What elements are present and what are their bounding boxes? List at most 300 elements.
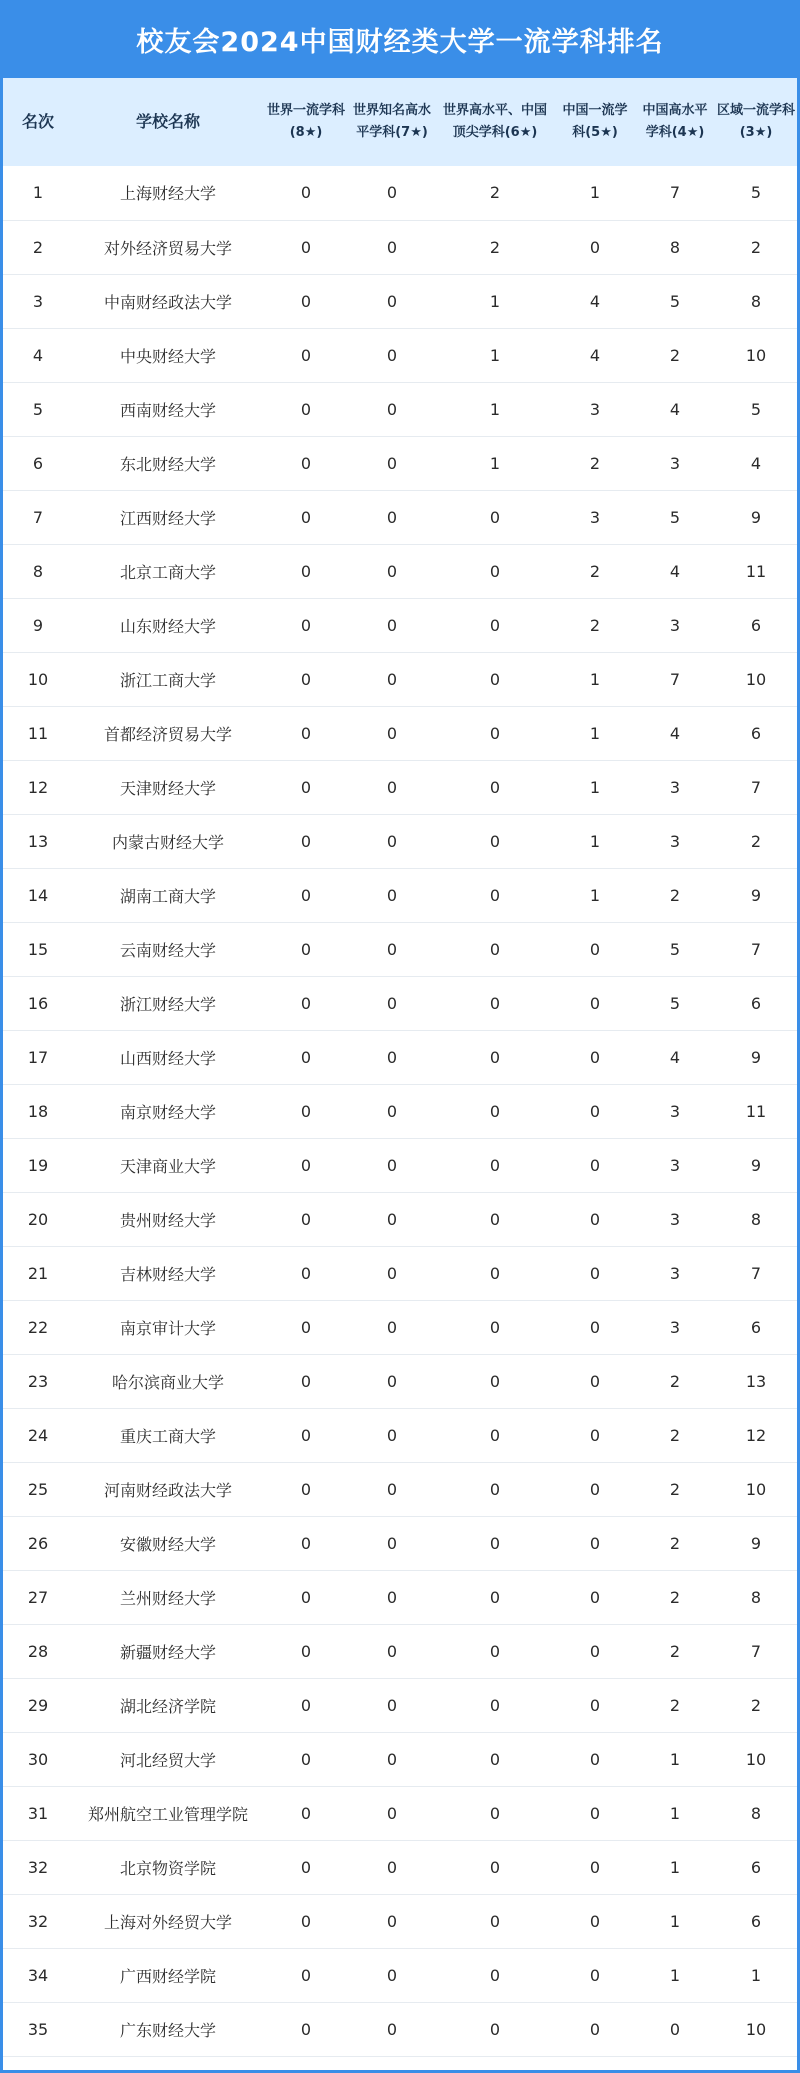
cell-china-first-class: 1 — [555, 706, 635, 760]
cell-world-high-level: 0 — [435, 1300, 555, 1354]
cell-china-high-level: 1 — [635, 1732, 715, 1786]
cell-world-first-class: 0 — [263, 868, 349, 922]
cell-world-renowned: 0 — [349, 1138, 435, 1192]
cell-world-first-class: 0 — [263, 1408, 349, 1462]
table-row — [3, 598, 797, 652]
cell-rank: 26 — [3, 1516, 73, 1570]
page-title: 校友会2024中国财经类大学一流学科排名 — [136, 26, 664, 58]
cell-world-renowned: 0 — [349, 1408, 435, 1462]
cell-china-first-class: 0 — [555, 1570, 635, 1624]
cell-world-first-class: 0 — [263, 706, 349, 760]
cell-regional-first-class: 9 — [715, 1138, 797, 1192]
cell-regional-first-class: 4 — [715, 436, 797, 490]
table-row — [3, 1138, 797, 1192]
cell-world-high-level: 0 — [435, 1246, 555, 1300]
cell-rank: 16 — [3, 976, 73, 1030]
table-row — [3, 274, 797, 328]
table-row — [3, 1894, 797, 1948]
cell-rank: 31 — [3, 1786, 73, 1840]
cell-world-first-class: 0 — [263, 1300, 349, 1354]
cell-regional-first-class: 8 — [715, 274, 797, 328]
cell-rank: 29 — [3, 1678, 73, 1732]
cell-world-high-level: 0 — [435, 868, 555, 922]
cell-world-first-class: 0 — [263, 1840, 349, 1894]
cell-regional-first-class: 8 — [715, 1570, 797, 1624]
cell-world-renowned: 0 — [349, 1678, 435, 1732]
cell-school: 中央财经大学 — [73, 328, 263, 382]
cell-world-first-class: 0 — [263, 652, 349, 706]
cell-china-first-class: 1 — [555, 814, 635, 868]
cell-school: 东北财经大学 — [73, 436, 263, 490]
cell-world-renowned: 0 — [349, 1300, 435, 1354]
cell-world-first-class: 0 — [263, 1786, 349, 1840]
cell-china-high-level: 3 — [635, 760, 715, 814]
cell-rank: 28 — [3, 1624, 73, 1678]
table-row — [3, 436, 797, 490]
cell-china-high-level: 3 — [635, 1300, 715, 1354]
cell-world-first-class: 0 — [263, 1192, 349, 1246]
cell-rank: 4 — [3, 328, 73, 382]
cell-world-high-level: 0 — [435, 814, 555, 868]
cell-china-first-class: 0 — [555, 1516, 635, 1570]
cell-china-first-class: 2 — [555, 598, 635, 652]
cell-rank: 11 — [3, 706, 73, 760]
cell-world-high-level: 2 — [435, 166, 555, 220]
cell-regional-first-class: 6 — [715, 1300, 797, 1354]
cell-world-renowned: 0 — [349, 2002, 435, 2056]
cell-school: 上海对外经贸大学 — [73, 1894, 263, 1948]
cell-world-first-class: 0 — [263, 598, 349, 652]
cell-rank: 25 — [3, 1462, 73, 1516]
cell-rank: 30 — [3, 1732, 73, 1786]
cell-world-high-level: 0 — [435, 706, 555, 760]
cell-regional-first-class: 2 — [715, 220, 797, 274]
cell-world-first-class: 0 — [263, 274, 349, 328]
cell-school: 河北经贸大学 — [73, 1732, 263, 1786]
header-world-renowned: 世界知名高水平学科(7★) — [352, 103, 431, 140]
cell-china-first-class: 2 — [555, 436, 635, 490]
cell-china-high-level: 4 — [635, 544, 715, 598]
cell-regional-first-class: 6 — [715, 706, 797, 760]
cell-school: 河南财经政法大学 — [73, 1462, 263, 1516]
cell-world-renowned: 0 — [349, 1786, 435, 1840]
cell-world-high-level: 0 — [435, 1570, 555, 1624]
cell-regional-first-class: 2 — [715, 814, 797, 868]
cell-china-high-level: 3 — [635, 1138, 715, 1192]
cell-world-renowned: 0 — [349, 1084, 435, 1138]
cell-china-first-class: 0 — [555, 1300, 635, 1354]
cell-world-high-level: 0 — [435, 922, 555, 976]
cell-rank: 34 — [3, 1948, 73, 2002]
cell-regional-first-class: 10 — [715, 328, 797, 382]
cell-world-high-level: 0 — [435, 1786, 555, 1840]
table-row — [3, 1786, 797, 1840]
cell-china-high-level: 2 — [635, 868, 715, 922]
cell-rank: 20 — [3, 1192, 73, 1246]
cell-world-renowned: 0 — [349, 814, 435, 868]
table-row — [3, 1732, 797, 1786]
cell-china-first-class: 4 — [555, 274, 635, 328]
table-row — [3, 1570, 797, 1624]
cell-rank: 23 — [3, 1354, 73, 1408]
cell-world-renowned: 0 — [349, 382, 435, 436]
cell-china-first-class: 0 — [555, 1948, 635, 2002]
cell-school: 广西财经学院 — [73, 1948, 263, 2002]
cell-china-first-class: 0 — [555, 1030, 635, 1084]
cell-world-first-class: 0 — [263, 1570, 349, 1624]
table-row — [3, 1840, 797, 1894]
cell-regional-first-class: 9 — [715, 1516, 797, 1570]
cell-china-high-level: 5 — [635, 490, 715, 544]
cell-regional-first-class: 5 — [715, 166, 797, 220]
cell-school: 北京物资学院 — [73, 1840, 263, 1894]
cell-world-first-class: 0 — [263, 490, 349, 544]
cell-world-renowned: 0 — [349, 328, 435, 382]
cell-china-first-class: 1 — [555, 760, 635, 814]
cell-world-high-level: 0 — [435, 1462, 555, 1516]
cell-school: 湖北经济学院 — [73, 1678, 263, 1732]
cell-school: 西南财经大学 — [73, 382, 263, 436]
cell-regional-first-class: 2 — [715, 1678, 797, 1732]
table-row — [3, 1192, 797, 1246]
cell-regional-first-class: 10 — [715, 2002, 797, 2056]
cell-world-renowned: 0 — [349, 1732, 435, 1786]
cell-rank: 35 — [3, 2002, 73, 2056]
cell-world-first-class: 0 — [263, 1354, 349, 1408]
header-rank: 名次 — [21, 112, 54, 131]
cell-school: 安徽财经大学 — [73, 1516, 263, 1570]
cell-rank: 8 — [3, 544, 73, 598]
cell-china-first-class: 0 — [555, 1894, 635, 1948]
cell-china-high-level: 3 — [635, 814, 715, 868]
cell-world-high-level: 0 — [435, 1192, 555, 1246]
table-row — [3, 2002, 797, 2056]
cell-rank: 7 — [3, 490, 73, 544]
cell-rank: 27 — [3, 1570, 73, 1624]
cell-school: 天津商业大学 — [73, 1138, 263, 1192]
cell-world-high-level: 0 — [435, 1840, 555, 1894]
cell-world-renowned: 0 — [349, 598, 435, 652]
cell-world-renowned: 0 — [349, 1354, 435, 1408]
cell-china-first-class: 0 — [555, 1678, 635, 1732]
table-row — [3, 220, 797, 274]
cell-regional-first-class: 6 — [715, 1894, 797, 1948]
table-row — [3, 1030, 797, 1084]
header-china-first-class: 中国一流学科(5★) — [562, 103, 628, 140]
cell-world-first-class: 0 — [263, 1516, 349, 1570]
cell-school: 新疆财经大学 — [73, 1624, 263, 1678]
cell-school: 内蒙古财经大学 — [73, 814, 263, 868]
cell-world-renowned: 0 — [349, 1624, 435, 1678]
cell-china-high-level: 5 — [635, 922, 715, 976]
cell-rank: 1 — [3, 166, 73, 220]
cell-china-high-level: 1 — [635, 1894, 715, 1948]
table-row — [3, 1246, 797, 1300]
cell-world-first-class: 0 — [263, 1948, 349, 2002]
cell-china-high-level: 1 — [635, 1786, 715, 1840]
cell-china-high-level: 2 — [635, 1570, 715, 1624]
header-china-high-level: 中国高水平学科(4★) — [642, 103, 708, 140]
cell-world-renowned: 0 — [349, 1030, 435, 1084]
table-row — [3, 652, 797, 706]
cell-world-renowned: 0 — [349, 1192, 435, 1246]
table-row — [3, 868, 797, 922]
cell-regional-first-class: 6 — [715, 598, 797, 652]
cell-world-first-class: 0 — [263, 544, 349, 598]
cell-rank: 10 — [3, 652, 73, 706]
cell-world-high-level: 0 — [435, 1516, 555, 1570]
cell-china-high-level: 4 — [635, 382, 715, 436]
cell-world-renowned: 0 — [349, 1570, 435, 1624]
cell-world-renowned: 0 — [349, 436, 435, 490]
title-bar — [3, 0, 797, 78]
table-row — [3, 814, 797, 868]
cell-china-first-class: 0 — [555, 922, 635, 976]
cell-regional-first-class: 7 — [715, 1624, 797, 1678]
cell-china-high-level: 3 — [635, 1246, 715, 1300]
table-row — [3, 1948, 797, 2002]
cell-world-high-level: 0 — [435, 1678, 555, 1732]
cell-school: 山西财经大学 — [73, 1030, 263, 1084]
cell-world-high-level: 0 — [435, 760, 555, 814]
cell-china-high-level: 2 — [635, 1408, 715, 1462]
table-row — [3, 922, 797, 976]
cell-china-high-level: 7 — [635, 652, 715, 706]
cell-world-first-class: 0 — [263, 760, 349, 814]
cell-world-first-class: 0 — [263, 922, 349, 976]
cell-world-high-level: 0 — [435, 598, 555, 652]
cell-world-high-level: 1 — [435, 436, 555, 490]
table-row — [3, 1516, 797, 1570]
cell-regional-first-class: 7 — [715, 922, 797, 976]
cell-rank: 6 — [3, 436, 73, 490]
cell-china-high-level: 4 — [635, 1030, 715, 1084]
cell-rank: 32 — [3, 1840, 73, 1894]
cell-school: 浙江财经大学 — [73, 976, 263, 1030]
cell-school: 浙江工商大学 — [73, 652, 263, 706]
cell-school: 郑州航空工业管理学院 — [73, 1786, 263, 1840]
cell-world-first-class: 0 — [263, 2002, 349, 2056]
cell-world-first-class: 0 — [263, 1624, 349, 1678]
cell-china-high-level: 3 — [635, 436, 715, 490]
cell-world-first-class: 0 — [263, 814, 349, 868]
cell-china-first-class: 0 — [555, 220, 635, 274]
cell-regional-first-class: 1 — [715, 1948, 797, 2002]
cell-rank: 13 — [3, 814, 73, 868]
cell-china-high-level: 1 — [635, 1948, 715, 2002]
cell-world-renowned: 0 — [349, 1462, 435, 1516]
cell-china-high-level: 3 — [635, 1192, 715, 1246]
cell-world-first-class: 0 — [263, 1732, 349, 1786]
cell-regional-first-class: 7 — [715, 760, 797, 814]
cell-world-first-class: 0 — [263, 1084, 349, 1138]
cell-world-renowned: 0 — [349, 166, 435, 220]
cell-world-renowned: 0 — [349, 220, 435, 274]
cell-china-first-class: 1 — [555, 652, 635, 706]
cell-regional-first-class: 10 — [715, 1732, 797, 1786]
cell-school: 哈尔滨商业大学 — [73, 1354, 263, 1408]
cell-world-renowned: 0 — [349, 1516, 435, 1570]
cell-world-renowned: 0 — [349, 922, 435, 976]
cell-world-high-level: 0 — [435, 2002, 555, 2056]
cell-regional-first-class: 10 — [715, 652, 797, 706]
table-row — [3, 544, 797, 598]
table-row — [3, 1462, 797, 1516]
cell-school: 北京工商大学 — [73, 544, 263, 598]
cell-world-renowned: 0 — [349, 868, 435, 922]
table-row — [3, 1678, 797, 1732]
cell-regional-first-class: 5 — [715, 382, 797, 436]
cell-regional-first-class: 9 — [715, 868, 797, 922]
cell-world-first-class: 0 — [263, 166, 349, 220]
cell-regional-first-class: 6 — [715, 976, 797, 1030]
cell-china-first-class: 4 — [555, 328, 635, 382]
cell-world-high-level: 1 — [435, 328, 555, 382]
cell-china-high-level: 1 — [635, 1840, 715, 1894]
cell-world-high-level: 1 — [435, 382, 555, 436]
cell-rank: 2 — [3, 220, 73, 274]
table-row — [3, 490, 797, 544]
cell-world-renowned: 0 — [349, 1894, 435, 1948]
cell-china-high-level: 0 — [635, 2002, 715, 2056]
ranking-table — [3, 78, 797, 2057]
cell-school: 南京审计大学 — [73, 1300, 263, 1354]
cell-china-high-level: 4 — [635, 706, 715, 760]
cell-world-first-class: 0 — [263, 1678, 349, 1732]
cell-china-high-level: 2 — [635, 1678, 715, 1732]
cell-china-first-class: 0 — [555, 1408, 635, 1462]
cell-china-first-class: 0 — [555, 1624, 635, 1678]
cell-school: 兰州财经大学 — [73, 1570, 263, 1624]
cell-world-renowned: 0 — [349, 652, 435, 706]
table-row — [3, 382, 797, 436]
cell-rank: 5 — [3, 382, 73, 436]
cell-china-first-class: 0 — [555, 1732, 635, 1786]
cell-china-first-class: 0 — [555, 1138, 635, 1192]
cell-world-high-level: 0 — [435, 1084, 555, 1138]
cell-school: 吉林财经大学 — [73, 1246, 263, 1300]
table-row — [3, 1408, 797, 1462]
table-row — [3, 1624, 797, 1678]
cell-world-high-level: 2 — [435, 220, 555, 274]
header-regional-first-class: 区域一流学科(3★) — [717, 103, 796, 140]
cell-china-first-class: 0 — [555, 976, 635, 1030]
cell-world-renowned: 0 — [349, 1840, 435, 1894]
cell-china-high-level: 7 — [635, 166, 715, 220]
table-row — [3, 1084, 797, 1138]
table-row — [3, 166, 797, 220]
header-world-first-class: 世界一流学科(8★) — [266, 103, 345, 140]
cell-regional-first-class: 8 — [715, 1192, 797, 1246]
cell-china-high-level: 8 — [635, 220, 715, 274]
cell-regional-first-class: 8 — [715, 1786, 797, 1840]
cell-rank: 3 — [3, 274, 73, 328]
header-world-high-level: 世界高水平、中国顶尖学科(6★) — [442, 103, 547, 140]
cell-world-first-class: 0 — [263, 382, 349, 436]
cell-china-high-level: 3 — [635, 1084, 715, 1138]
cell-china-first-class: 1 — [555, 868, 635, 922]
cell-china-high-level: 3 — [635, 598, 715, 652]
cell-rank: 12 — [3, 760, 73, 814]
cell-world-high-level: 0 — [435, 1408, 555, 1462]
cell-china-first-class: 0 — [555, 1084, 635, 1138]
cell-regional-first-class: 11 — [715, 1084, 797, 1138]
cell-china-first-class: 3 — [555, 382, 635, 436]
cell-regional-first-class: 9 — [715, 1030, 797, 1084]
cell-school: 湖南工商大学 — [73, 868, 263, 922]
cell-rank: 9 — [3, 598, 73, 652]
cell-china-first-class: 0 — [555, 1354, 635, 1408]
table-row — [3, 328, 797, 382]
cell-world-high-level: 0 — [435, 1624, 555, 1678]
cell-world-high-level: 0 — [435, 1354, 555, 1408]
cell-china-high-level: 2 — [635, 1462, 715, 1516]
cell-world-first-class: 0 — [263, 1894, 349, 1948]
cell-china-high-level: 5 — [635, 976, 715, 1030]
cell-world-first-class: 0 — [263, 976, 349, 1030]
cell-school: 贵州财经大学 — [73, 1192, 263, 1246]
cell-regional-first-class: 9 — [715, 490, 797, 544]
cell-world-first-class: 0 — [263, 328, 349, 382]
cell-school: 中南财经政法大学 — [73, 274, 263, 328]
table-row — [3, 1354, 797, 1408]
cell-world-renowned: 0 — [349, 490, 435, 544]
cell-regional-first-class: 10 — [715, 1462, 797, 1516]
cell-rank: 22 — [3, 1300, 73, 1354]
cell-world-high-level: 0 — [435, 1894, 555, 1948]
cell-school: 天津财经大学 — [73, 760, 263, 814]
table-row — [3, 1300, 797, 1354]
cell-china-first-class: 0 — [555, 2002, 635, 2056]
cell-world-high-level: 0 — [435, 1948, 555, 2002]
cell-school: 云南财经大学 — [73, 922, 263, 976]
cell-world-renowned: 0 — [349, 976, 435, 1030]
cell-rank: 14 — [3, 868, 73, 922]
cell-school: 上海财经大学 — [73, 166, 263, 220]
cell-china-first-class: 0 — [555, 1462, 635, 1516]
cell-china-first-class: 0 — [555, 1192, 635, 1246]
cell-china-high-level: 2 — [635, 1516, 715, 1570]
cell-china-first-class: 1 — [555, 166, 635, 220]
cell-rank: 21 — [3, 1246, 73, 1300]
cell-china-first-class: 0 — [555, 1840, 635, 1894]
cell-china-high-level: 5 — [635, 274, 715, 328]
cell-world-high-level: 0 — [435, 976, 555, 1030]
cell-world-renowned: 0 — [349, 1948, 435, 2002]
cell-world-high-level: 0 — [435, 544, 555, 598]
cell-world-renowned: 0 — [349, 760, 435, 814]
cell-world-high-level: 0 — [435, 1030, 555, 1084]
cell-world-first-class: 0 — [263, 1030, 349, 1084]
cell-regional-first-class: 7 — [715, 1246, 797, 1300]
cell-regional-first-class: 12 — [715, 1408, 797, 1462]
cell-china-high-level: 2 — [635, 328, 715, 382]
cell-school: 重庆工商大学 — [73, 1408, 263, 1462]
cell-rank: 18 — [3, 1084, 73, 1138]
table-header-row — [3, 78, 797, 166]
cell-world-first-class: 0 — [263, 436, 349, 490]
cell-world-renowned: 0 — [349, 1246, 435, 1300]
cell-school: 南京财经大学 — [73, 1084, 263, 1138]
table-row — [3, 976, 797, 1030]
cell-china-high-level: 2 — [635, 1354, 715, 1408]
table-body — [3, 166, 797, 2056]
header-school: 学校名称 — [135, 112, 200, 131]
cell-school: 广东财经大学 — [73, 2002, 263, 2056]
cell-rank: 24 — [3, 1408, 73, 1462]
cell-rank: 19 — [3, 1138, 73, 1192]
cell-world-high-level: 0 — [435, 490, 555, 544]
